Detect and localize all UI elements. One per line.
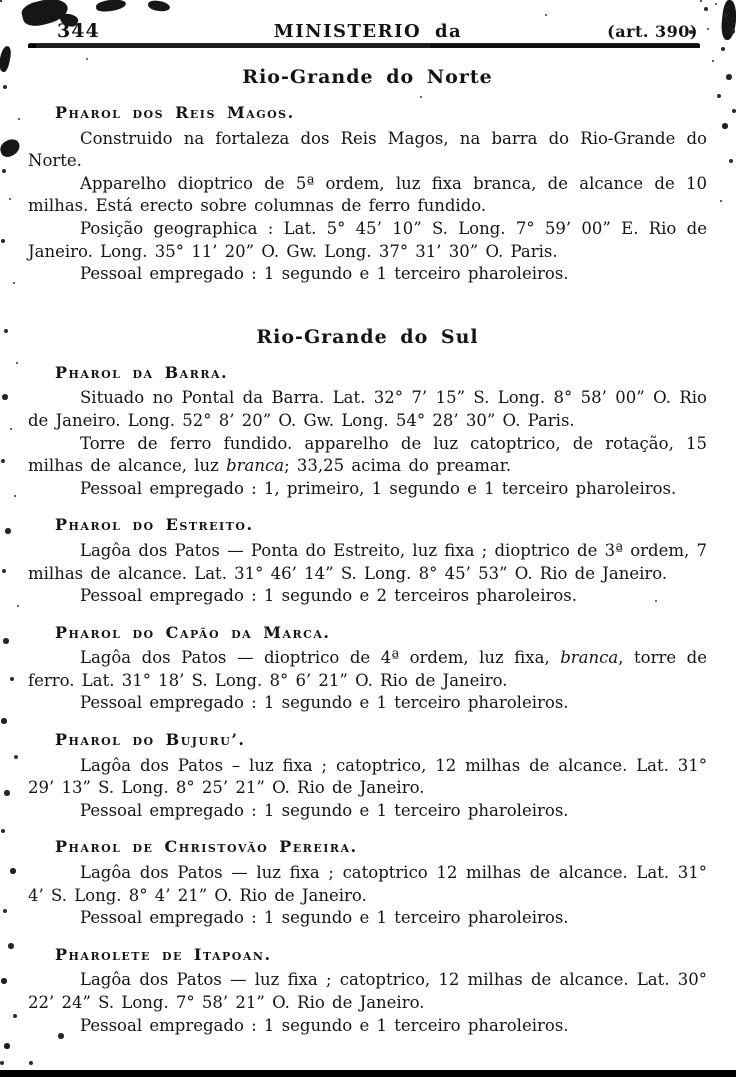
page-number: 344 bbox=[57, 20, 100, 42]
entry-heading-pharol-reis-magos: Pharol dos Reis Magos. bbox=[55, 103, 295, 122]
running-head-title: MINISTERIO da bbox=[273, 21, 463, 42]
page-bottom-edge bbox=[0, 1070, 736, 1077]
entry-heading-pharol-christovao-pereira: Pharol de Christovão Pereira. bbox=[55, 837, 358, 857]
header-rule bbox=[28, 44, 700, 48]
entry-heading-pharol-capao-da-marca: Pharol do Capão da Marca. bbox=[55, 622, 331, 642]
paragraph-staff: Pessoal empregado : 1 segundo e 1 terceiro pharoleiros. bbox=[80, 1015, 569, 1035]
paragraph-apparatus: Torre de ferro fundido. apparelho de luz catoptrico, de rotação, 15 milhas de alcance, luz branca; 33,25 acima do preamar. bbox=[28, 433, 707, 476]
paragraph-staff: Pessoal empregado : 1 segundo e 1 terceiro pharoleiros. bbox=[80, 693, 569, 713]
paragraph-apparatus: Apparelho dioptrico de 5ª ordem, luz fixa branca, de alcance de 10 milhas. Está erecto sobre columnas de ferro fundido. bbox=[28, 173, 707, 216]
document-body bbox=[28, 52, 707, 1037]
paragraph-location: Situado no Pontal da Barra. Lat. 32° 7’ 15” S. Long. 8° 58’ 00” O. Rio de Janeiro. Long. 52° 8’ 20” O. Gw. Long. 54° 28’ 30” O. Paris. bbox=[28, 388, 707, 430]
paragraph-staff: Pessoal empregado : 1 segundo e 1 terceiro pharoleiros. bbox=[80, 800, 569, 820]
section-title-rio-grande-do-norte: Rio-Grande do Norte bbox=[242, 66, 493, 88]
paragraph-location: Lagôa dos Patos – luz fixa ; catoptrico, 12 milhas de alcance. Lat. 31° 29’ 13” S. Long. 8° 25’ 21” O. Rio de Janeiro. bbox=[28, 755, 707, 798]
paragraph-staff: Pessoal empregado : 1 segundo e 1 terceiro pharoleiros. bbox=[80, 264, 569, 284]
paragraph-location: Lagôa dos Patos — luz fixa ; catoptrico 12 milhas de alcance. Lat. 31° 4’ S. Long. 8° 4’ 21” O. Rio de Janeiro. bbox=[28, 863, 707, 905]
paragraph-location: Lagôa dos Patos — Ponta do Estreito, luz fixa ; dioptrico de 3ª ordem, 7 milhas de alcance. Lat. 31° 46’ 14” S. Long. 8° 45’ 53” O. Rio de Janeiro. bbox=[28, 540, 707, 583]
paragraph-geographic-position: Posição geographica : Lat. 5° 45’ 10” S. Long. 7° 59’ 00” E. Rio de Janeiro. Long. 35° 11’ 20” O. Gw. Long. 37° 31’ 30” O. Paris. bbox=[28, 218, 707, 261]
scan-noise-speckles-scattered bbox=[0, 0, 2, 2]
scan-noise-blob bbox=[96, 0, 127, 13]
entry-heading-pharolete-de-itapoan: Pharolete de Itapoan. bbox=[55, 944, 272, 964]
paragraph-location: Lagôa dos Patos — dioptrico de 4ª ordem, luz fixa, branca, torre de ferro. Lat. 31° 18’ S. Long. 8° 6’ 21” O. Rio de Janeiro. bbox=[28, 648, 707, 690]
paragraph-staff: Pessoal empregado : 1 segundo e 1 terceiro pharoleiros. bbox=[80, 908, 569, 928]
entry-heading-pharol-do-estreito: Pharol do Estreito. bbox=[55, 515, 254, 535]
article-reference: (art. 390) bbox=[607, 22, 698, 41]
page-header bbox=[0, 18, 736, 44]
scan-noise-blob bbox=[0, 45, 13, 73]
paragraph-construction: Construido na fortaleza dos Reis Magos, na barra do Rio-Grande do Norte. bbox=[28, 128, 707, 171]
paragraph-staff: Pessoal empregado : 1 segundo e 2 terceiros pharoleiros. bbox=[80, 586, 578, 606]
paragraph-staff: Pessoal empregado : 1, primeiro, 1 segundo e 1 terceiro pharoleiros. bbox=[80, 478, 677, 498]
scan-noise-blob bbox=[147, 0, 170, 12]
scan-noise-blob bbox=[0, 137, 22, 159]
entry-heading-pharol-da-barra: Pharol da Barra. bbox=[55, 362, 229, 382]
entry-heading-pharol-do-bujuru: Pharol do Bujuru’. bbox=[55, 730, 246, 750]
scan-noise-speckles-top-right bbox=[700, 0, 702, 2]
section-title-rio-grande-do-sul: Rio-Grande do Sul bbox=[256, 325, 479, 348]
paragraph-location: Lagôa dos Patos — luz fixa ; catoptrico, 12 milhas de alcance. Lat. 30° 22’ 24” S. Long. 7° 58’ 21” O. Rio de Janeiro. bbox=[28, 970, 707, 1012]
